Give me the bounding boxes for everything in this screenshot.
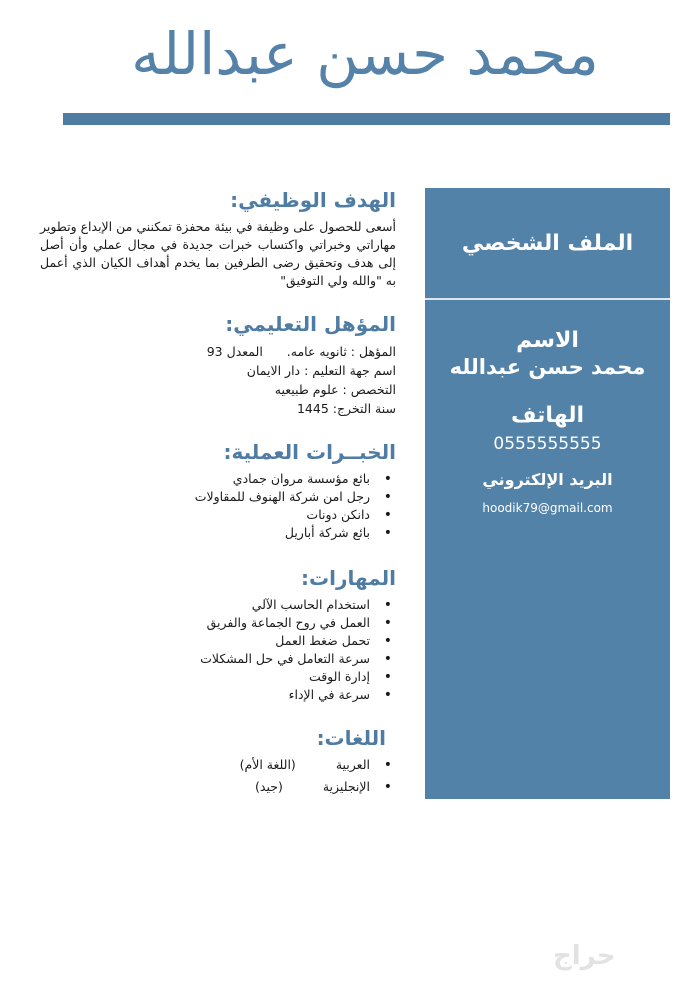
list-item: • العمل في روح الجماعة والفريق xyxy=(40,614,374,632)
languages-list xyxy=(40,756,396,796)
email-label: البريد الإلكتروني xyxy=(482,470,613,489)
title-underline-bar xyxy=(63,113,670,125)
resume-name-title: محمد حسن عبدالله xyxy=(131,20,599,88)
list-item: • دانكن دونات xyxy=(40,506,374,524)
list-item: • سرعة التعامل في حل المشكلات xyxy=(40,650,374,668)
education-gpa: المعدل 93 xyxy=(206,344,263,359)
profile-title: الملف الشخصي xyxy=(425,188,670,300)
language-level: (اللغة الأم) xyxy=(239,757,296,772)
name-label: الاسم xyxy=(516,328,579,353)
list-item: • رجل امن شركة الهنوف للمقاولات xyxy=(40,488,374,506)
language-name: • العربية xyxy=(335,757,370,772)
list-item: • بائع شركة أباريل xyxy=(40,524,374,542)
list-item: • إدارة الوقت xyxy=(40,668,374,686)
experience-list xyxy=(40,470,396,542)
phone-label: الهاتف xyxy=(510,403,585,428)
profile-side-panel xyxy=(425,188,670,799)
education-qualification: المؤهل : ثانويه عامه. xyxy=(286,344,396,359)
skills-list xyxy=(40,596,396,704)
list-item xyxy=(40,778,374,796)
phone-value: 0555555555 xyxy=(493,434,602,454)
main-content-column xyxy=(40,188,396,796)
objective-text: أسعى للحصول على وظيفة في بيئة محفزة تمكنني من الإبداع وتطوير مهاراتي وخبراتي واكتساب خبرات جديدة في مجال عملي وأن أصل إلى هدف وتحقيق رضى الطرفين بما يخدم أهداف الكيان الذي أعمل به "والله ولي التوفيق" xyxy=(40,219,396,288)
education-major: التخصص : علوم طبيعيه xyxy=(274,382,396,397)
watermark-logo: حراج xyxy=(553,941,616,971)
education-grad-year: سنة التخرج: 1445 xyxy=(296,401,396,416)
objective-heading: الهدف الوظيفي: xyxy=(230,188,396,212)
list-item: • بائع مؤسسة مروان جمادي xyxy=(40,470,374,488)
education-block xyxy=(40,342,396,418)
name-value: محمد حسن عبدالله xyxy=(449,355,646,379)
list-item: • استخدام الحاسب الآلي xyxy=(40,596,374,614)
list-item: • تحمل ضغط العمل xyxy=(40,632,374,650)
list-item: • سرعة في الإداء xyxy=(40,686,374,704)
list-item xyxy=(40,756,374,774)
education-institution: اسم جهة التعليم : دار الايمان xyxy=(246,363,396,378)
skills-heading: المهارات: xyxy=(301,566,396,590)
language-name: • الإنجليزية xyxy=(322,779,370,794)
experience-heading: الخبــرات العملية: xyxy=(223,440,396,464)
languages-heading: اللغات: xyxy=(316,726,386,750)
education-row xyxy=(40,342,396,361)
email-value: hoodik79@gmail.com xyxy=(482,501,613,515)
language-level: (جيد) xyxy=(255,779,283,794)
education-heading: المؤهل التعليمي: xyxy=(225,312,396,336)
